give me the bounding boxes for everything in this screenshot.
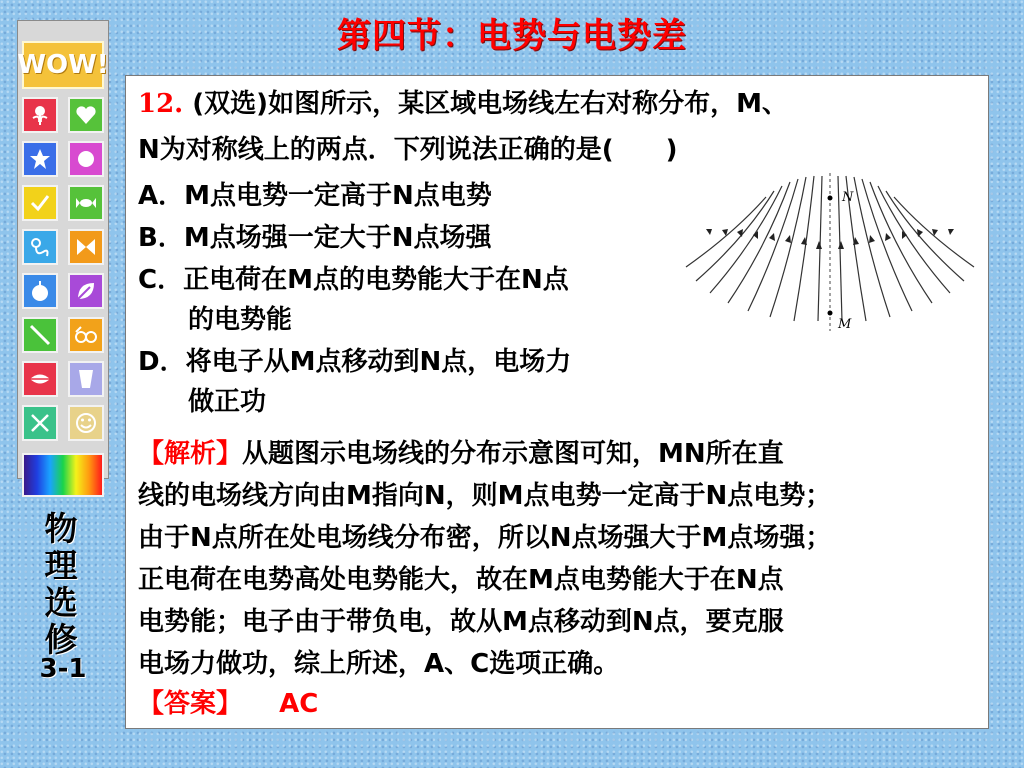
analysis-line3: 由于N点所在处电场线分布密，所以N点场强大于M点场强； xyxy=(138,523,832,553)
butterfly-icon[interactable] xyxy=(68,229,104,265)
option-c: C．正电荷在M点的电势能大于在N点 xyxy=(138,265,569,295)
slide-title: 第四节：电势与电势差 xyxy=(337,16,687,56)
glasses-icon[interactable] xyxy=(68,317,104,353)
circle-icon[interactable] xyxy=(68,141,104,177)
analysis-tag: 【解析】 xyxy=(138,439,243,469)
analysis-line1 xyxy=(138,438,784,470)
version-label: 3-1 xyxy=(39,654,87,684)
subject-label: 物理选修 xyxy=(44,509,78,659)
color-palette-strip[interactable] xyxy=(22,453,104,497)
option-a: A．M点电势一定高于N点电势 xyxy=(138,181,492,211)
leaf-icon[interactable] xyxy=(68,273,104,309)
heart-icon[interactable] xyxy=(68,97,104,133)
option-c-continued: 的电势能 xyxy=(188,305,293,335)
analysis-line4: 正电荷在电势高处电势能大，故在M点电势能大于在N点 xyxy=(138,565,784,595)
candy-icon[interactable] xyxy=(68,185,104,221)
point-m-label: M xyxy=(838,317,852,332)
question-stem-line2: N为对称线上的两点．下列说法正确的是( ) xyxy=(138,135,678,165)
star-icon[interactable] xyxy=(22,141,58,177)
squiggle-icon[interactable] xyxy=(22,229,58,265)
analysis-text-1: 从题图示电场线的分布示意图可知，MN所在直 xyxy=(242,439,784,469)
electric-field-figure xyxy=(682,171,982,341)
wow-logo: WOW! xyxy=(22,41,104,89)
smiley-icon[interactable] xyxy=(68,405,104,441)
apple-icon[interactable] xyxy=(22,273,58,309)
question-stem-text: (双选)如图所示，某区域电场线左右对称分布，M、 xyxy=(192,89,788,119)
check-icon[interactable] xyxy=(22,185,58,221)
flower-icon[interactable] xyxy=(22,97,58,133)
lips-icon[interactable] xyxy=(22,361,58,397)
cup-icon[interactable] xyxy=(68,361,104,397)
option-d: D．将电子从M点移动到N点，电场力 xyxy=(138,347,572,377)
point-n-label: N xyxy=(842,190,854,205)
analysis-line5: 电势能；电子由于带负电，故从M点移动到N点，要克服 xyxy=(138,607,784,637)
answer-tag: 【答案】 xyxy=(138,689,243,719)
option-b: B．M点场强一定大于N点场强 xyxy=(138,223,492,253)
analysis-line6: 电场力做功，综上所述，A、C选项正确。 xyxy=(138,649,620,679)
content-panel xyxy=(125,75,989,729)
toolbar-panel xyxy=(17,20,109,479)
answer-value: AC xyxy=(279,689,319,719)
answer-line xyxy=(138,688,318,720)
question-stem-line1 xyxy=(138,88,788,120)
option-d-continued: 做正功 xyxy=(188,387,267,417)
analysis-line2: 线的电场线方向由M指向N，则M点电势一定高于N点电势； xyxy=(138,481,832,511)
cross-icon[interactable] xyxy=(22,405,58,441)
pencil-line-icon[interactable] xyxy=(22,317,58,353)
question-number: 12. xyxy=(138,89,184,119)
